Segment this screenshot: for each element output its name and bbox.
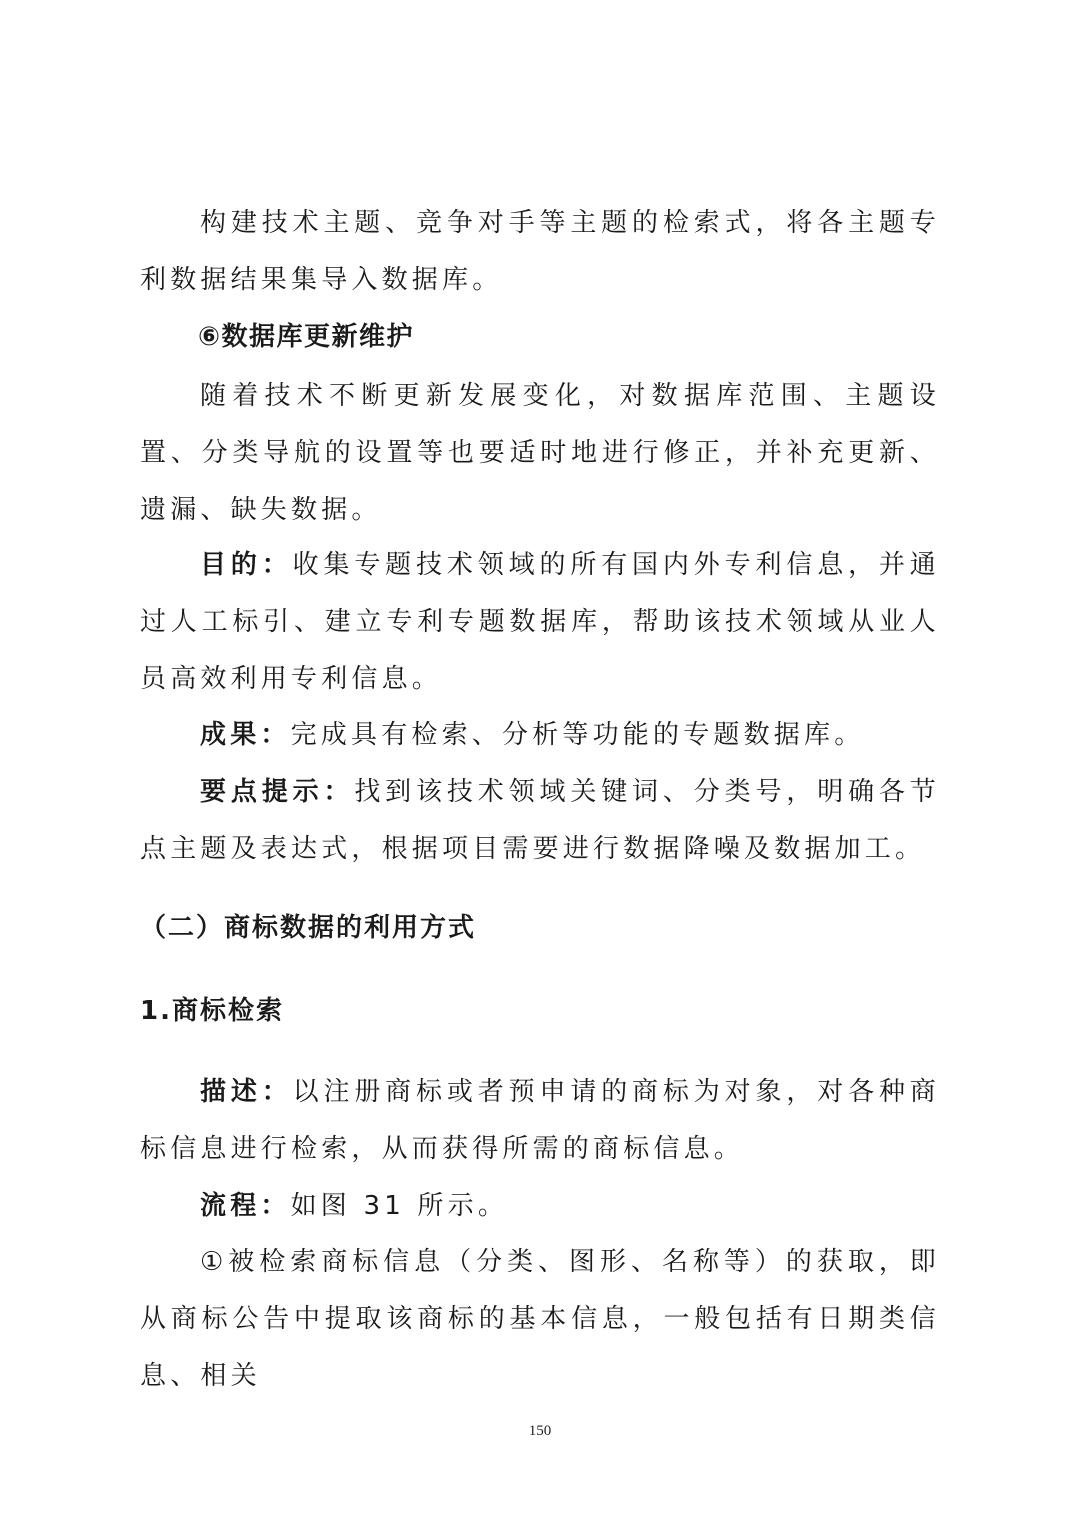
key-points-label: 要点提示： xyxy=(200,777,355,807)
paragraph-result xyxy=(140,707,940,764)
page-number: 150 xyxy=(528,1423,552,1439)
result-text: 完成具有检索、分析等功能的专题数据库。 xyxy=(290,720,865,750)
description-label: 描述： xyxy=(200,1077,293,1107)
paragraph-build-search: 构建技术主题、竞争对手等主题的检索式，将各主题专利数据结果集导入数据库。 xyxy=(140,208,940,295)
purpose-text: 收集专题技术领域的所有国内外专利信息，并通过人工标引、建立专利专题数据库，帮助该技术领域从业人员高效利用专利信息。 xyxy=(140,550,941,694)
paragraph-purpose xyxy=(140,537,940,708)
process-text: 如图 31 所示。 xyxy=(290,1191,509,1221)
document-page xyxy=(140,0,940,1527)
paragraph-update-maintenance: 随着技术不断更新发展变化，对数据库范围、主题设置、分类导航的设置等也要适时地进行修正，并补充更新、遗漏、缺失数据。 xyxy=(140,381,940,525)
purpose-label: 目的： xyxy=(200,550,293,580)
paragraph-key-points xyxy=(140,764,940,878)
step6-heading: ⑥数据库更新维护 xyxy=(198,322,415,352)
result-label: 成果： xyxy=(200,720,291,750)
paragraph-process xyxy=(140,1178,940,1235)
section-title: （二）商标数据的利用方式 xyxy=(140,913,477,943)
process-label: 流程： xyxy=(200,1191,291,1221)
subsection-title: 1.商标检索 xyxy=(140,996,284,1026)
description-text: 以注册商标或者预申请的商标为对象，对各种商标信息进行检索，从而获得所需的商标信息。 xyxy=(140,1077,941,1164)
key-points-text: 找到该技术领域关键词、分类号，明确各节点主题及表达式，根据项目需要进行数据降噪及数据加工。 xyxy=(140,777,940,864)
paragraph-step1: ①被检索商标信息（分类、图形、名称等）的获取，即从商标公告中提取该商标的基本信息，一般包括有日期类信息、相关 xyxy=(140,1247,940,1391)
paragraph-description xyxy=(140,1064,940,1178)
